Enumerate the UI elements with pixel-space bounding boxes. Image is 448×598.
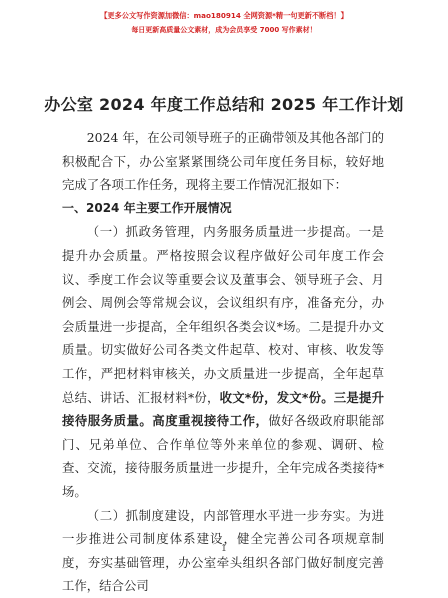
paragraph-text: 做好各级政府职能部门、兄弟单位、合作单位等外来单位的参观、调研、检查、交流，接待服务质量进一步提升，全年完成各类接待*场。 (62, 413, 384, 499)
paragraph-affairs-management (62, 220, 384, 503)
paragraph-system-building: （二）抓制度建设，内部管理水平进一步夯实。为进一步推进公司制度体系建设，健全完善公司各项规章制度，夯实基础管理，办公室牵头组织各部门做好制度完善工作，结合公司 (62, 507, 384, 594)
page-number: 1 (221, 544, 227, 554)
paragraph-bold-text: 收文*份，发文*份。三是提升接待服务质量。高度重视接待工作， (62, 389, 384, 429)
promo-banner (0, 9, 448, 37)
promo-line-1: 【更多公文写作资源加微信：mao180914 全网资源*精一句更新不断档！】 (100, 11, 348, 20)
paragraph-text: （一）抓政务管理，内务服务质量进一步提高。一是提升办会质量。严格按照会议程序做好公司年度工作会议、季度工作会议等重要会议及董事会、领导班子会、月例会、周例会等常规会议，会议组织有序，准备充分，办会质量进一步提高，全年组织各类会议*场。二是提升办文质量。切实做好公司各类文件起草、校对、审核、收发等工作，严把材料审核关，办文质量进一步提高，全年起草总结、讲话、汇报材料*份， (62, 224, 384, 405)
section-heading: 一、2024 年主要工作开展情况 (62, 200, 232, 215)
intro-paragraph: 2024 年，在公司领导班子的正确带领及其他各部门的积极配合下，办公室紧紧围绕公司年度任务目标，较好地完成了各项工作任务，现将主要工作情况汇报如下： (62, 130, 384, 193)
document-title: 办公室 2024 年度工作总结和 2025 年工作计划 (44, 95, 404, 114)
promo-line-2: 每日更新高质量公文素材，成为会员享受 7000 写作素材！ (131, 26, 317, 34)
document-body (62, 126, 384, 598)
